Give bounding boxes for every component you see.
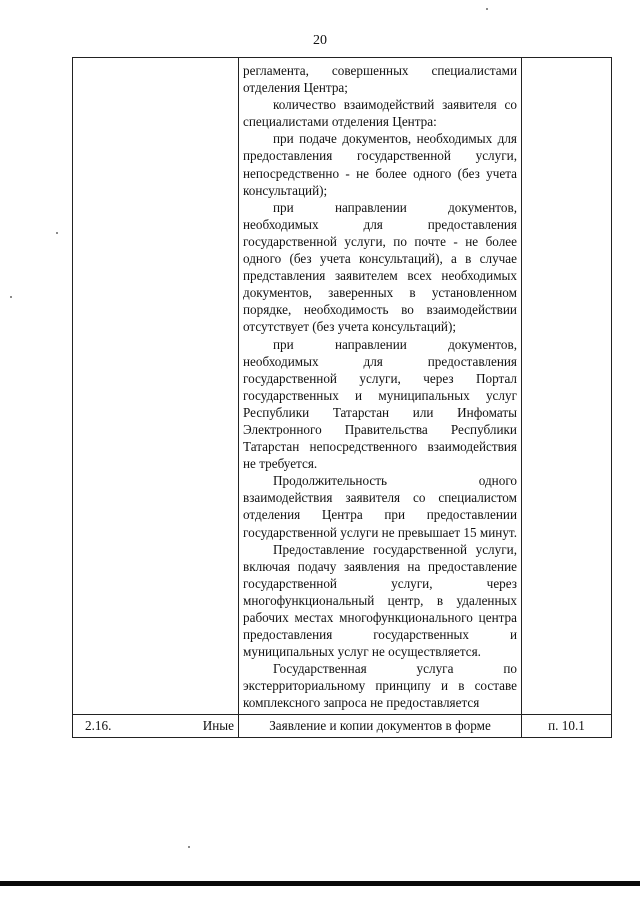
paragraph: при подаче документов, необходимых для предоставления государственной услуги, непосредственно - не более одного (без учета консультаций); bbox=[243, 131, 517, 198]
section-cell bbox=[73, 714, 239, 737]
page-number: 20 bbox=[313, 33, 327, 48]
scan-speck bbox=[188, 846, 190, 848]
paragraph: при направлении документов, необходимых для предоставления государственной услуги, по почте - не более одного (без учета консультаций), а в случае представления заявителем всех необходимых документов, заверенных в установленном порядке, необходимость во взаимодействии отсутствует (без учета консультаций); bbox=[243, 199, 517, 335]
section-label: Иные bbox=[202, 718, 234, 734]
scan-border-bar bbox=[0, 881, 640, 886]
paragraph: количество взаимодействий заявителя со специалистами отделения Центра: bbox=[243, 97, 517, 130]
paragraph: регламента, совершенных специалистами отделения Центра; bbox=[243, 63, 517, 96]
paragraph: Продолжительность одного взаимодействия заявителя со специалистом отделения Центра при предоставлении государственной услуги не превышает 15 минут. bbox=[243, 473, 517, 540]
table-row bbox=[73, 714, 612, 737]
table-cell-empty-right bbox=[522, 58, 612, 715]
table-cell-empty-left bbox=[73, 58, 239, 715]
section-content: Заявление и копии документов в форме bbox=[239, 714, 522, 737]
scan-speck bbox=[56, 232, 58, 234]
section-reference: п. 10.1 bbox=[522, 714, 612, 737]
paragraph: Государственная услуга по экстерриториальному принципу и в составе комплексного запроса не предоставляется bbox=[243, 661, 517, 711]
scan-speck bbox=[10, 296, 12, 298]
scan-speck bbox=[486, 8, 488, 10]
paragraph: при направлении документов, необходимых для предоставления государственной услуги, через Портал государственных и муниципальных услуг Республики Татарстан или Инфоматы Электронного Правительства Республики Татарстан непосредственного взаимодействия не требуется. bbox=[243, 336, 517, 472]
paragraph: Предоставление государственной услуги, включая подачу заявления на предоставление государственной услуги, через многофункциональный центр, в удаленных рабочих местах многофункционального центра предоставления государственных и муниципальных услуг не осуществляется. bbox=[243, 541, 517, 660]
table-cell-content bbox=[239, 58, 522, 715]
section-number: 2.16. bbox=[85, 718, 112, 734]
regulation-table bbox=[72, 57, 612, 738]
table-row bbox=[73, 58, 612, 715]
